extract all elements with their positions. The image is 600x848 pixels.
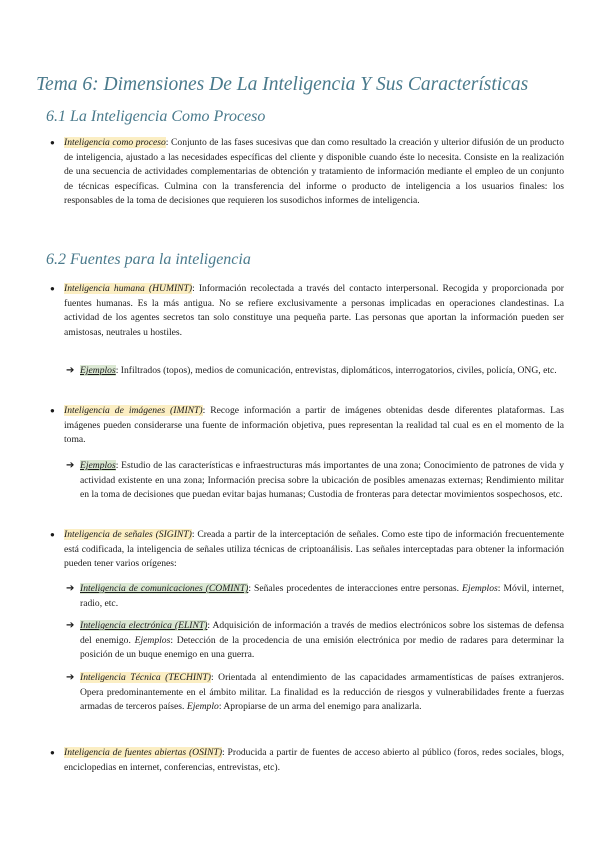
arrow-icon: ➔ (66, 460, 75, 471)
text-humint: : Información recolectada a través del contacto interpersonal. Recogida y proporcionada por fuentes humanas. Es la más antigua. No se refiere exclusivamente a personas implicadas en operaciones clandestinas. La actividad de los agentes secretos tan solo constituye una pequeña parte. Las personas que aportan la información pueden ser amistosas, neutrales u hostiles. (64, 283, 564, 338)
text-sigint: : Creada a partir de la interceptación de señales. Como este tipo de información frecuentemente está codificada, la inteligencia de señales utiliza técnicas de criptoanálisis. Las señales interceptadas para obtener la información pueden tener varios orígenes: (64, 529, 564, 570)
sub-item-comint (66, 582, 565, 611)
example-label: Ejemplos (134, 634, 171, 646)
example-label: Ejemplo (186, 701, 219, 713)
example-label: Ejemplos (462, 583, 498, 594)
term-humint: Inteligencia humana (HUMINT) (64, 283, 193, 294)
page-title: Tema 6: Dimensiones De La Inteligencia Y Sus Características (36, 74, 529, 95)
term-imint: Inteligencia de imágenes (IMINT) (64, 405, 203, 416)
term-proceso: Inteligencia como proceso (64, 137, 166, 148)
section-heading-6-1: 6.1 La Inteligencia Como Proceso (46, 108, 266, 125)
example-text: : Detección de la procedencia de una emisión electrónica por medio de radares para determinar la posición de un buque enemigo en una guerra. (80, 634, 564, 661)
section-heading-6-2: 6.2 Fuentes para la inteligencia (46, 251, 251, 268)
example-label: Ejemplos (80, 460, 116, 471)
arrow-icon: ➔ (66, 365, 75, 376)
sub-item-techint (66, 671, 565, 715)
bullet-icon: ● (50, 748, 55, 757)
list-item-proceso (50, 136, 564, 209)
list-item-osint (50, 746, 564, 775)
example-imint (66, 459, 564, 503)
arrow-icon: ➔ (66, 583, 75, 594)
arrow-icon: ➔ (66, 620, 75, 631)
list-item-imint (50, 404, 565, 448)
example-label: Ejemplos (80, 365, 116, 376)
bullet-icon: ● (50, 138, 55, 147)
example-text: : Móvil, internet, radio, etc. (80, 583, 565, 609)
list-item-humint (50, 282, 564, 340)
example-text: : Infiltrados (topos), medios de comunicación, entrevistas, diplomáticos, interrogatorios, civiles, policía, ONG, etc. (115, 365, 557, 376)
text-elint: : Adquisición de información a través de medios electrónicos sobre los sistemas de defensa del enemigo. (80, 620, 564, 646)
term-comint: Inteligencia de comunicaciones (COMINT) (80, 583, 249, 594)
example-text: : Apropiarse de un arma del enemigo para analizarla. (218, 701, 422, 713)
arrow-icon: ➔ (66, 672, 75, 683)
text-comint: : Señales procedentes de interacciones entre personas. (248, 583, 460, 594)
example-text: : Estudio de las características e infraestructuras más importantes de una zona; Conocimiento de patrones de vida y actividad existente en una zona; Información precisa sobre la ubicación de posibles amenazas externas; Rendimiento militar en la toma de decisiones que puedan evitar bajas humanas; Custodia de fronteras para detectar movimientos sospechosos, etc. (80, 460, 564, 501)
bullet-icon: ● (50, 530, 55, 539)
sub-item-elint (66, 619, 564, 663)
example-humint (66, 364, 564, 379)
text-osint: : Producida a partir de fuentes de acceso abierto al público (foros, redes sociales, blogs, enciclopedias en internet, conferencias, entrevistas, etc). (64, 747, 564, 773)
term-sigint: Inteligencia de señales (SIGINT) (64, 529, 192, 540)
text-imint: : Recoge información a partir de imágenes obtenidas desde diferentes plataformas. Las imágenes pueden considerarse una fuente de información objetiva, pues representan la realidad tal cual es en el momento de la toma. (64, 405, 565, 446)
text-proceso: : Conjunto de las fases sucesivas que dan como resultado la creación y ulterior difusión de un producto de inteligencia, ajustado a las necesidades específicas del cliente y disponible cuando éste lo necesita. Consiste en la realización de una secuencia de actividades complementarias de obtención y tratamiento de información mediante el empleo de un conjunto de técnicas específicas. Culmina con la transferencia del informe o producto de inteligencia a los usuarios finales: los responsables de la toma de decisiones que requieren los susodichos informes de inteligencia. (64, 137, 564, 207)
term-techint: Inteligencia Técnica (TECHINT) (80, 672, 211, 683)
bullet-icon: ● (50, 284, 55, 293)
text-techint: : Orientada al entendimiento de las capacidades armamentísticas de países extranjeros. Opera predominantemente en el ámbito militar. La finalidad es la reducción de riesgos y vulnerabilidades frente a fuerzas armadas de terceros países. (80, 672, 565, 713)
term-elint: Inteligencia electrónica (ELINT) (80, 620, 208, 631)
list-item-sigint (50, 528, 564, 572)
bullet-icon: ● (50, 406, 55, 415)
term-osint: Inteligencia de fuentes abiertas (OSINT) (64, 747, 223, 758)
